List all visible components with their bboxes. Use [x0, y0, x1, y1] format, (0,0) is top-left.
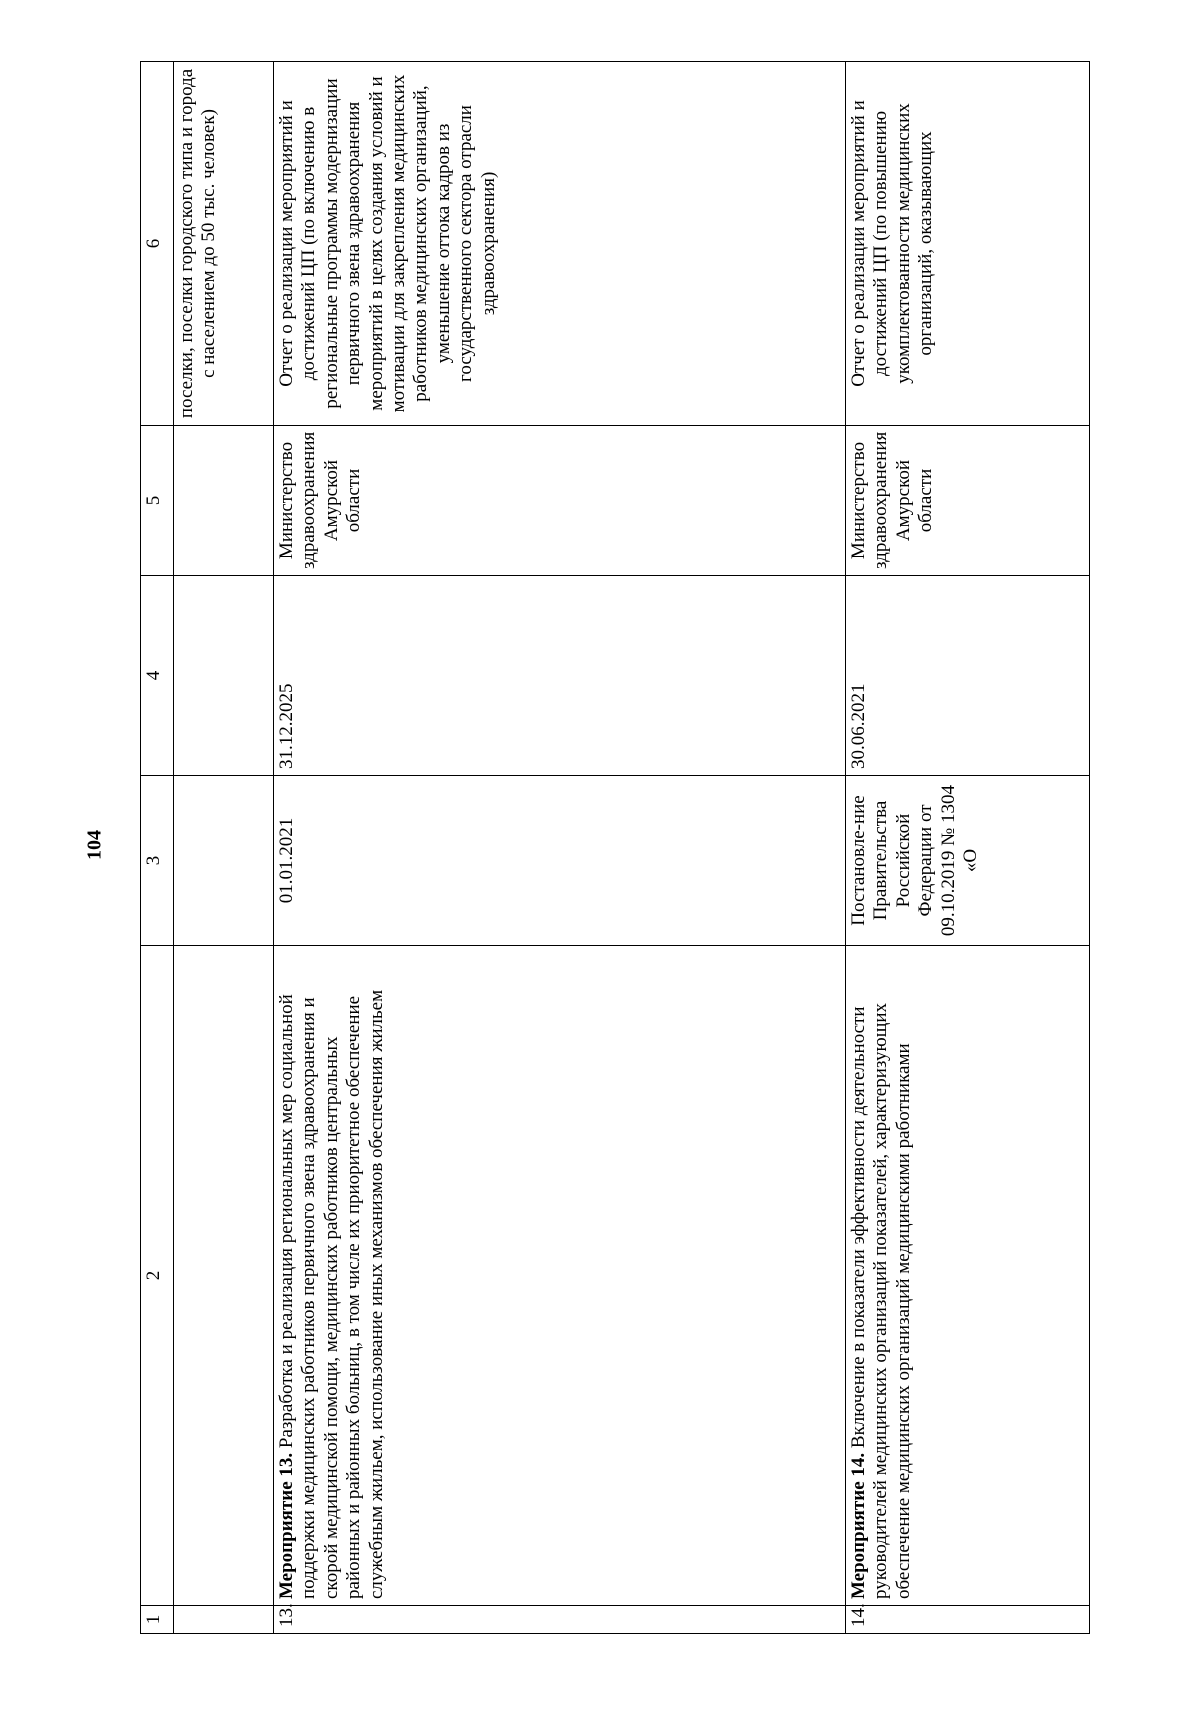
- start-date: 01.01.2021: [274, 776, 846, 946]
- rotated-table-wrapper: [140, 62, 1090, 1634]
- legal-basis: Постановле-ние Правительства Российской Федерации от 09.10.2019 № 1304 «О: [846, 776, 1090, 946]
- header-row: [141, 62, 174, 1634]
- end-date: 30.06.2021: [846, 576, 1090, 776]
- page-number: 104: [83, 830, 106, 860]
- row-number: 13.: [274, 1606, 846, 1634]
- cont-cell-1: [174, 1606, 274, 1634]
- continuation-row: [174, 62, 274, 1634]
- measure-title: Мероприятие 14.: [848, 1452, 869, 1599]
- header-col-1: 1: [141, 1606, 174, 1634]
- cont-cell-6: поселки, поселки городского типа и города с населением до 50 тыс. человек): [174, 62, 274, 426]
- end-date: 31.12.2025: [274, 576, 846, 776]
- cont-cell-5: [174, 426, 274, 576]
- measure-text: Включение в показатели эффективности деятельности руководителей медицинских организаций показателей, характеризующих обеспечение медицинских организаций медицинскими работниками: [848, 1002, 914, 1599]
- result-description: Отчет о реализации мероприятий и достижений ЦП (по повышению укомплектованности медицинских организаций, оказывающих: [846, 62, 1090, 426]
- measure-text: Разработка и реализация региональных мер социальной поддержки медицинских работников первичного звена здравоохранения и скорой медицинской помощи, медицинских работников центральных районных и районных больниц, в том числе их приоритетное обеспечение служебным жильем, использование иных механизмов обеспечения жильем: [276, 989, 387, 1599]
- responsible: Министерство здравоохранения Амурской области: [846, 426, 1090, 576]
- cont-cell-4: [174, 576, 274, 776]
- responsible: Министерство здравоохранения Амурской области: [274, 426, 846, 576]
- header-col-6: 6: [141, 62, 174, 426]
- header-col-3: 3: [141, 776, 174, 946]
- header-col-4: 4: [141, 576, 174, 776]
- row-number: 14.: [846, 1606, 1090, 1634]
- measure-title: Мероприятие 13.: [276, 1452, 297, 1599]
- header-col-5: 5: [141, 426, 174, 576]
- cont-cell-2: [174, 946, 274, 1606]
- measure-description: [846, 946, 1090, 1606]
- table-row: [274, 62, 846, 1634]
- header-col-2: 2: [141, 946, 174, 1606]
- measure-description: [274, 946, 846, 1606]
- cont-cell-3: [174, 776, 274, 946]
- table-row: [846, 62, 1090, 1634]
- measures-table: [140, 61, 1090, 1634]
- result-description: Отчет о реализации мероприятий и достижений ЦП (по включению в региональные программы модернизации первичного звена здравоохранения мероприятий в целях создания условий и мотивации для закрепления медицинских работников медицинских организаций, уменьшение оттока кадров из государственного сектора отрасли здравоохранения): [274, 62, 846, 426]
